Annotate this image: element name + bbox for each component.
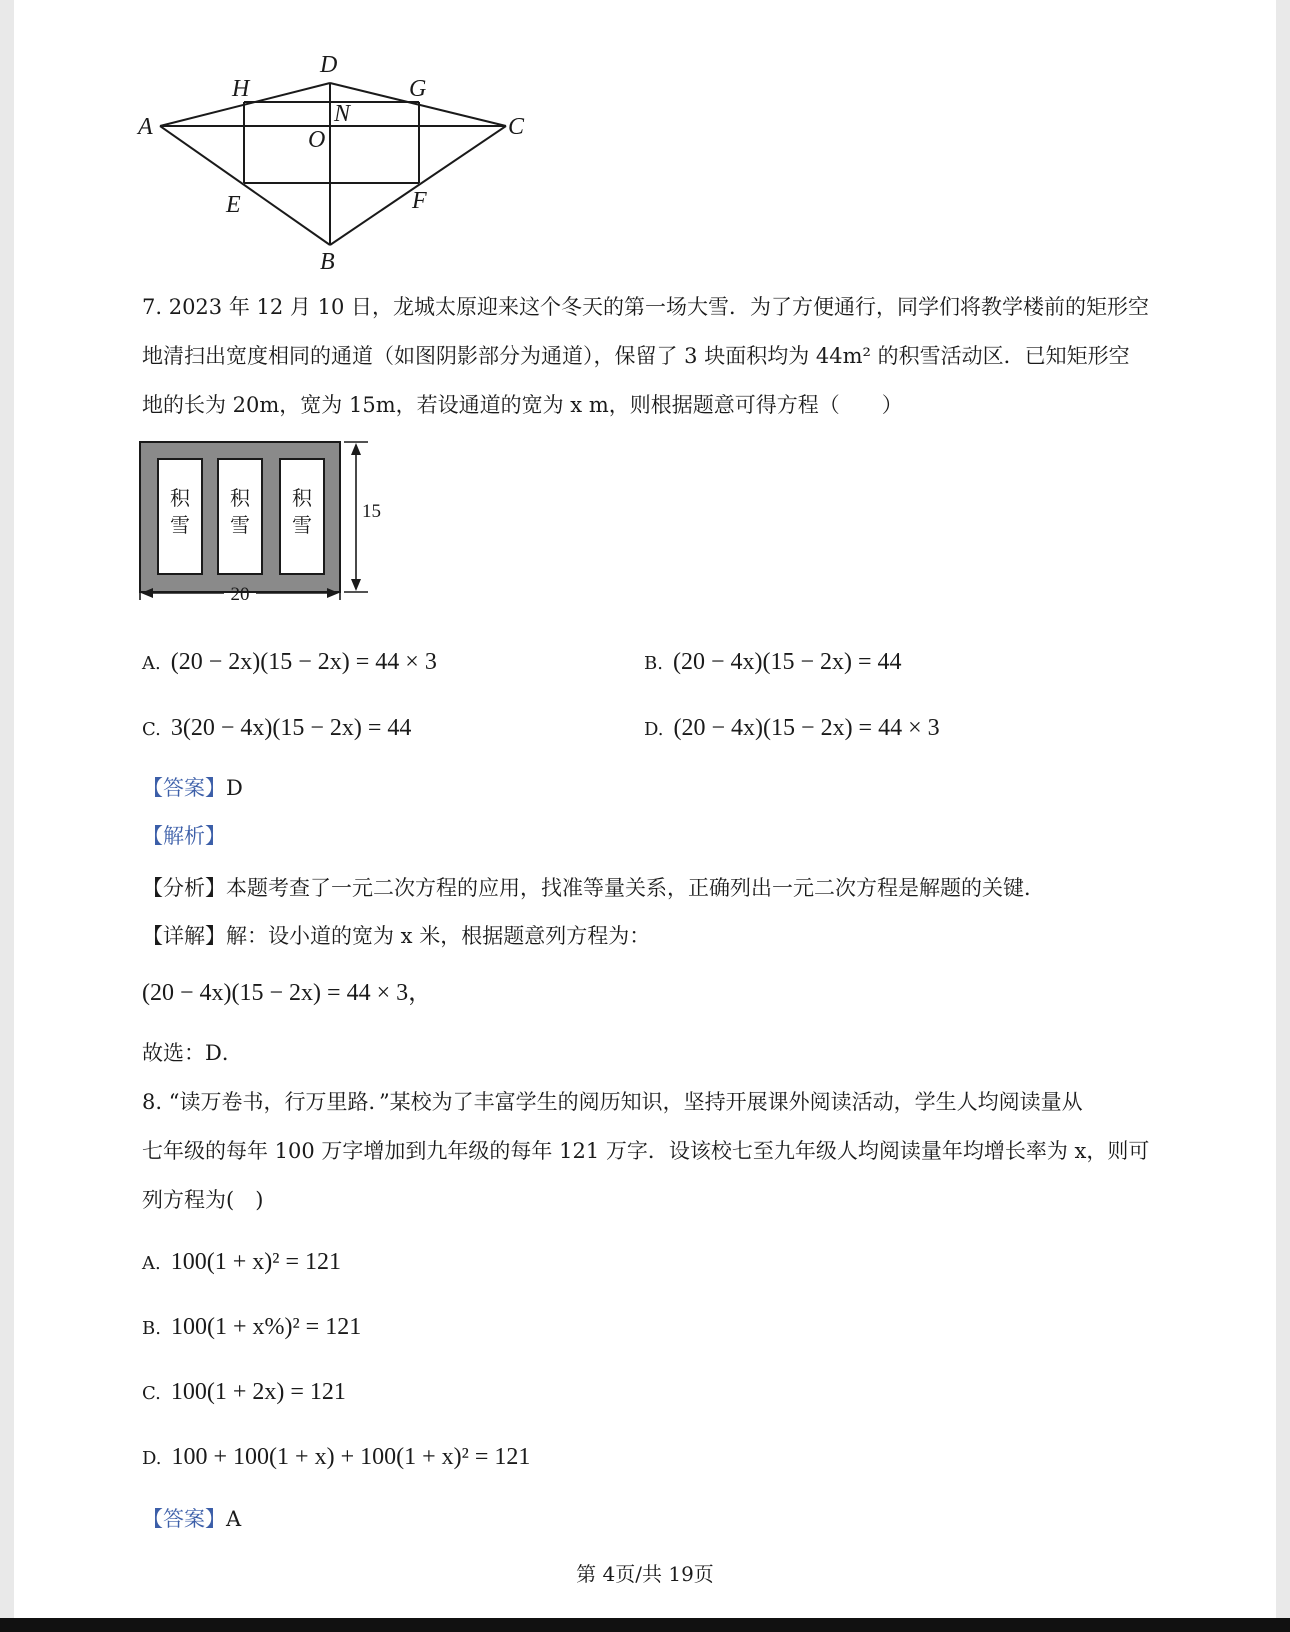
option-label: B.: [644, 653, 663, 674]
width-label: 20: [230, 584, 250, 605]
q7-line-2: 地清扫出宽度相同的通道（如图阴影部分为通道），保留了 3 块面积均为 44m² 的积雪活动区．已知矩形空: [142, 344, 1130, 368]
q7-conclusion: 故选：D．: [142, 1041, 243, 1065]
document-page: [14, 0, 1276, 1632]
snow-region-3-char-1: 积: [292, 488, 312, 510]
option-label: C.: [142, 719, 161, 740]
answer-tag: 【答案】: [142, 776, 226, 800]
q7-line-3: 地的长为 20m，宽为 15m，若设通道的宽为 x m，则根据题意可得方程（ ）: [142, 393, 903, 417]
point-label-d: D: [320, 52, 338, 78]
option-label: D.: [142, 1448, 162, 1469]
geometry-figure: [134, 50, 554, 275]
point-label-g: G: [409, 76, 427, 102]
answer-value: A: [226, 1507, 242, 1531]
q7-line-1: 7. 2023 年 12 月 10 日，龙城太原迎来这个冬天的第一场大雪．为了方便通行，同学们将教学楼前的矩形空: [142, 295, 1149, 319]
q8-answer: [142, 1503, 241, 1535]
fenxi-tag: 【分析】: [142, 876, 226, 900]
q7-option-a: [142, 646, 437, 680]
height-label: 15: [362, 501, 381, 522]
q7-option-b: [644, 646, 902, 680]
point-label-o: O: [308, 127, 326, 153]
snow-region-1-char-2: 雪: [170, 515, 190, 537]
snow-region-2-char-1: 积: [230, 488, 250, 510]
q7-xiangjie: [142, 920, 650, 952]
xiangjie-tag: 【详解】: [142, 924, 226, 948]
q8-option-a: [142, 1246, 341, 1280]
point-label-c: C: [508, 114, 525, 140]
q8-option-b: [142, 1311, 361, 1345]
option-expr: 100 + 100(1 + x) + 100(1 + x)² = 121: [171, 1444, 531, 1470]
snow-region-2-char-2: 雪: [230, 515, 250, 537]
q8-option-c: [142, 1376, 346, 1410]
q8-line-2: 七年级的每年 100 万字增加到九年级的每年 121 万字．设该校七至九年级人均阅读量年均增长率为 x，则可: [142, 1139, 1150, 1163]
q7-option-d: [644, 712, 940, 746]
bottom-bar: [0, 1618, 1290, 1632]
option-label: C.: [142, 1383, 161, 1404]
q7-equation: (20 − 4x)(15 − 2x) = 44 × 3，: [142, 980, 433, 1006]
point-label-a: A: [138, 114, 153, 140]
option-label: B.: [142, 1318, 161, 1339]
q7-analysis-tag: 【解析】: [142, 824, 226, 848]
q7-fenxi: [142, 872, 1045, 904]
option-expr: 100(1 + 2x) = 121: [170, 1379, 346, 1405]
q8-line-3: 列方程为( ): [142, 1188, 264, 1212]
q7-option-c: [142, 712, 411, 746]
point-label-h: H: [232, 76, 250, 102]
snow-region-3-char-2: 雪: [292, 515, 312, 537]
option-expr: (20 − 4x)(15 − 2x) = 44: [672, 649, 902, 675]
point-label-b: B: [320, 249, 335, 275]
answer-value: D: [226, 776, 243, 800]
snow-region-1-char-1: 积: [170, 488, 190, 510]
option-expr: 100(1 + x)² = 121: [170, 1249, 341, 1275]
point-label-e: E: [226, 192, 241, 218]
fenxi-text: 本题考查了一元二次方程的应用，找准等量关系，正确列出一元二次方程是解题的关键．: [226, 876, 1045, 900]
option-label: D.: [644, 719, 664, 740]
option-expr: (20 − 2x)(15 − 2x) = 44 × 3: [170, 649, 437, 675]
point-label-n: N: [334, 101, 351, 127]
option-label: A.: [142, 653, 161, 674]
page-footer: 第 4页/共 19页: [576, 1562, 714, 1586]
q8-option-d: [142, 1441, 530, 1475]
option-expr: 100(1 + x%)² = 121: [170, 1314, 362, 1340]
answer-tag: 【答案】: [142, 1507, 226, 1531]
xiangjie-text: 解：设小道的宽为 x 米，根据题意列方程为：: [226, 924, 651, 948]
q8-line-1: 8. “读万卷书，行万里路．”某校为了丰富学生的阅历知识，坚持开展课外阅读活动，学生人均阅读量从: [142, 1090, 1083, 1114]
option-expr: (20 − 4x)(15 − 2x) = 44 × 3: [673, 715, 940, 741]
option-expr: 3(20 − 4x)(15 − 2x) = 44: [170, 715, 412, 741]
snow-area-figure: [132, 435, 392, 620]
q7-answer: [142, 772, 243, 804]
option-label: A.: [142, 1253, 161, 1274]
point-label-f: F: [412, 188, 427, 214]
